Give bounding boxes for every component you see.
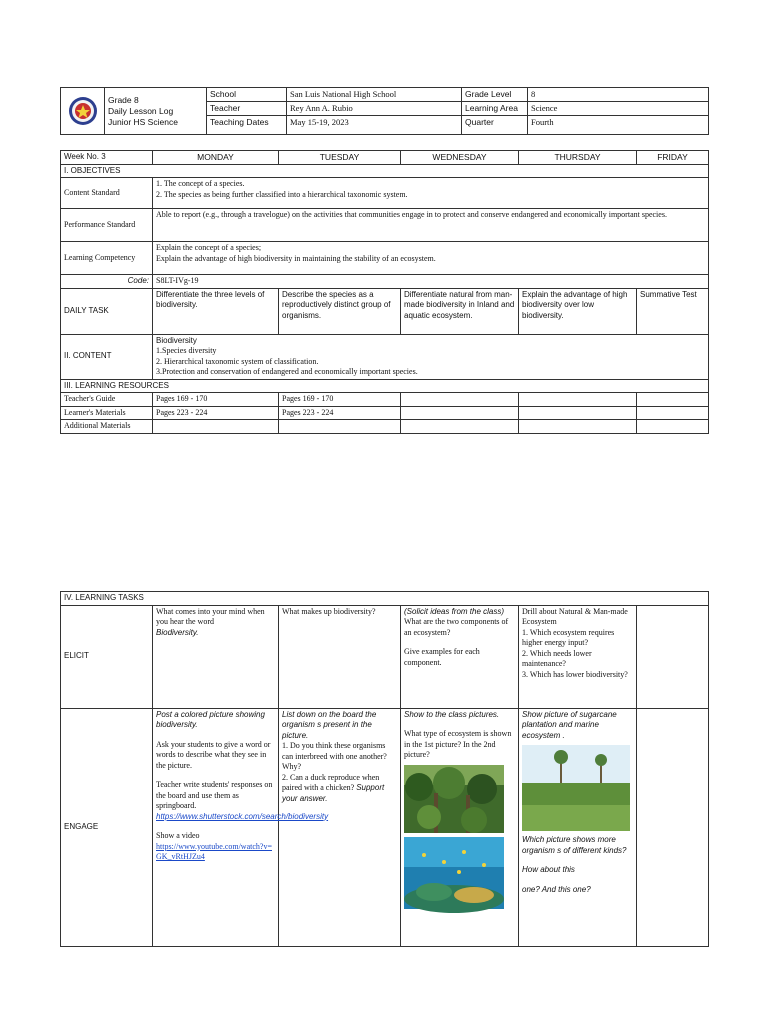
engage-question: 2. Can a duck reproduce when paired with a chicken? [282, 772, 380, 792]
engage-instruction: Show picture of sugarcane plantation and marine ecosystem . [522, 709, 617, 740]
engage-prompt: Support your answer. [282, 783, 385, 803]
elicit-question: What comes into your mind when you hear the word [156, 606, 265, 626]
lm-monday: Pages 223 - 224 [153, 406, 279, 420]
elicit-question: 2. Which needs lower maintenance? [522, 648, 592, 668]
day-tuesday: TUESDAY [279, 151, 401, 165]
engage-instruction: Teacher write students' responses on the board and use them as springboard. [156, 780, 273, 810]
engage-label: ENGAGE [61, 708, 153, 946]
school-label: School [207, 88, 287, 102]
content-standard-label: Content Standard [61, 178, 153, 209]
engage-instruction: List down on the board the organism s present in the picture. [282, 709, 377, 740]
tg-thursday [519, 393, 637, 407]
engage-monday [153, 708, 329, 946]
teachers-guide-label: Teacher's Guide [61, 393, 153, 407]
additional-materials-label: Additional Materials [61, 420, 153, 434]
engage-instruction: Show a video [156, 831, 200, 840]
youtube-link[interactable]: https://www.youtube.com/watch?v=GK_vRtHJZu4 [156, 841, 272, 861]
lm-friday [637, 406, 709, 420]
daily-task-label: DAILY TASK [61, 288, 153, 334]
log-line: Daily Lesson Log [108, 105, 174, 116]
weekly-plan-table [60, 150, 709, 434]
engage-question: How about this [522, 865, 575, 874]
elicit-label: ELICIT [61, 605, 153, 708]
sugarcane-plantation-image [522, 745, 630, 831]
elicit-wednesday [401, 605, 519, 708]
content-standard-item: 2. The species as being further classified into a hierarchical taxonomic system. [156, 189, 408, 199]
learning-resources-heading: III. LEARNING RESOURCES [61, 379, 709, 393]
task-tuesday: Describe the species as a reproductively distinct group of organisms. [279, 288, 401, 334]
elicit-question: What are the two components of an ecosystem? [404, 617, 509, 637]
elicit-monday [153, 605, 279, 708]
engage-friday [637, 708, 709, 946]
lm-wednesday [401, 406, 519, 420]
code-label: Code: [61, 275, 153, 289]
grade-line: Grade 8 [108, 94, 139, 105]
task-monday: Differentiate the three levels of biodiversity. [153, 288, 279, 334]
am-tuesday [279, 420, 401, 434]
quarter-label: Quarter [462, 116, 528, 135]
grade-level-value: 8 [528, 88, 709, 102]
elicit-question: Give examples for each component. [404, 647, 480, 667]
learning-tasks-table [60, 591, 709, 947]
tg-tuesday: Pages 169 - 170 [279, 393, 401, 407]
engage-instruction: Post a colored picture showing biodiversity. [156, 709, 265, 729]
teaching-dates-label: Teaching Dates [207, 116, 287, 135]
lm-tuesday: Pages 223 - 224 [279, 406, 401, 420]
learning-area-value: Science [528, 102, 709, 116]
week-label: Week No. 3 [61, 151, 153, 165]
tg-friday [637, 393, 709, 407]
task-wednesday: Differentiate natural from man-made biodiversity in Inland and aquatic ecosystem. [401, 288, 519, 334]
marine-ecosystem-image [404, 837, 504, 909]
learning-area-label: Learning Area [462, 102, 528, 116]
task-thursday: Explain the advantage of high biodiversity over low biodiversity. [519, 288, 637, 334]
shutterstock-link[interactable]: https://www.shutterstock.com/search/biodiversity [156, 811, 329, 821]
teacher-label: Teacher [207, 102, 287, 116]
school-value: San Luis National High School [287, 88, 462, 102]
elicit-keyword: Biodiversity. [156, 627, 199, 637]
day-monday: MONDAY [153, 151, 279, 165]
elicit-question: 1. Which ecosystem requires higher energy input? [522, 627, 615, 647]
learning-competency-text [153, 242, 709, 275]
content-item: 2. Hierarchical taxonomic system of classification. [156, 356, 319, 366]
learning-tasks-heading: IV. LEARNING TASKS [61, 592, 709, 606]
code-value: S8LT-IVg-19 [153, 275, 709, 289]
engage-question: What type of ecosystem is shown in the 1st picture? In the 2nd picture? [404, 729, 512, 759]
am-wednesday [401, 420, 519, 434]
teacher-value: Rey Ann A. Rubio [287, 102, 462, 116]
engage-thursday [519, 708, 637, 946]
elicit-question: 3. Which has lower biodiversity? [522, 669, 628, 679]
engage-tuesday [279, 708, 401, 946]
grade-block [105, 88, 207, 135]
am-monday [153, 420, 279, 434]
content-standard-item: 1. The concept of a species. [156, 179, 245, 188]
competency-item: Explain the concept of a species; [156, 243, 262, 252]
content-standard-text [153, 178, 709, 209]
tg-monday: Pages 169 - 170 [153, 393, 279, 407]
am-friday [637, 420, 709, 434]
elicit-thursday [519, 605, 637, 708]
engage-question: one? And this one? [522, 884, 591, 894]
elicit-tuesday: What makes up biodiversity? [279, 605, 401, 708]
objectives-heading: I. OBJECTIVES [61, 164, 709, 178]
performance-standard-text: Able to report (e.g., through a travelogue) on the activities that communities engage in to protect and conserve endangered and economically important species. [153, 209, 709, 242]
elicit-friday [637, 605, 709, 708]
elicit-note: (Solicit ideas from the class) [404, 606, 505, 616]
teaching-dates-value: May 15-19, 2023 [287, 116, 462, 135]
content-title: Biodiversity [156, 335, 197, 345]
am-thursday [519, 420, 637, 434]
engage-question: 1. Do you think these organisms can interbreed with one another? Why? [282, 741, 387, 771]
grade-level-label: Grade Level [462, 88, 528, 102]
engage-instruction: Show to the class pictures. [404, 709, 500, 719]
engage-question: Which picture shows more organism s of different kinds? [522, 835, 627, 855]
lm-thursday [519, 406, 637, 420]
content-item: 1.Species diversity [156, 346, 217, 355]
tg-wednesday [401, 393, 519, 407]
quarter-value: Fourth [528, 116, 709, 135]
content-text [153, 334, 709, 379]
forest-ecosystem-image [404, 765, 504, 833]
level-line: Junior HS Science [108, 116, 178, 127]
learners-materials-label: Learner's Materials [61, 406, 153, 420]
performance-standard-label: Performance Standard [61, 209, 153, 242]
day-thursday: THURSDAY [519, 151, 637, 165]
day-wednesday: WEDNESDAY [401, 151, 519, 165]
elicit-drill: Drill about Natural & Man-made Ecosystem [522, 606, 628, 626]
engage-instruction: Ask your students to give a word or words to describe what they see in the picture. [156, 739, 271, 770]
content-label: II. CONTENT [61, 334, 153, 379]
competency-item: Explain the advantage of high biodiversity in maintaining the stability of an ecosystem. [156, 253, 436, 263]
learning-competency-label: Learning Competency [61, 242, 153, 275]
deped-seal-logo [61, 88, 105, 135]
task-friday: Summative Test [637, 288, 709, 334]
header-table [60, 87, 709, 135]
day-friday: FRIDAY [637, 151, 709, 165]
engage-wednesday [401, 708, 519, 946]
content-item: 3.Protection and conservation of endangered and economically important species. [156, 367, 418, 376]
